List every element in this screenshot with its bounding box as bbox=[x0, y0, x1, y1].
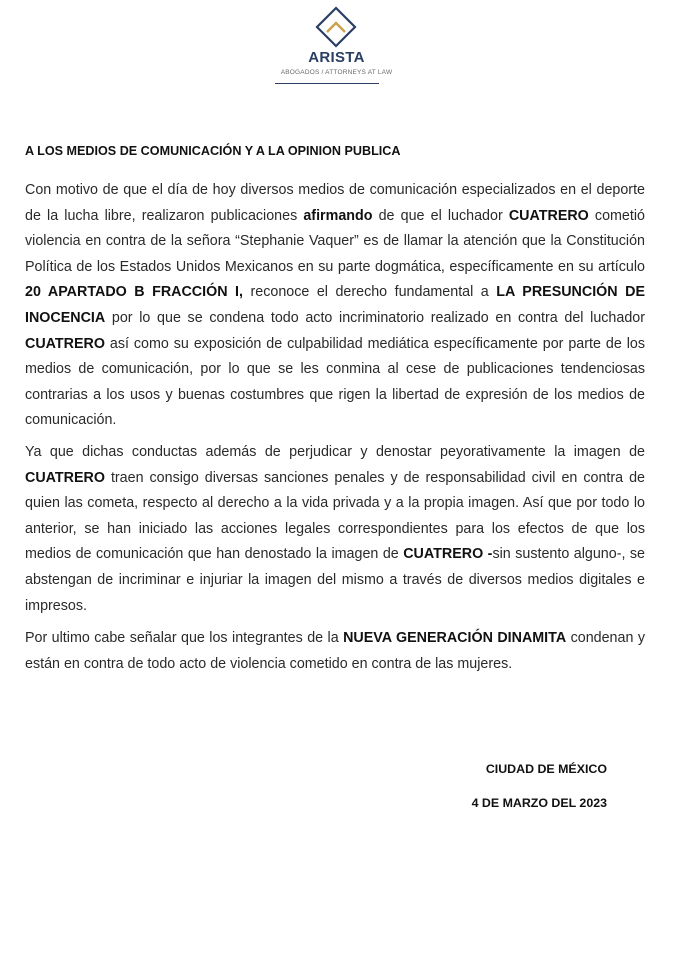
bold-text: 20 APARTADO B FRACCIÓN I, bbox=[25, 284, 243, 301]
text: cometió violencia en contra de la señora “Stephanie Vaquer” es de llamar la atención que la Constitución Política de los Estados Unidos Mexicanos en su parte dogmática, específicamente en su artículo bbox=[25, 207, 645, 275]
closing-city: CIUDAD DE MÉXICO bbox=[485, 762, 607, 776]
paragraph-3 bbox=[25, 626, 645, 677]
paragraph-1 bbox=[25, 178, 645, 434]
bold-text: CUATRERO bbox=[25, 469, 105, 486]
paragraph-2 bbox=[25, 440, 645, 619]
text: por lo que se condena todo acto incriminatorio realizado en contra del luchador bbox=[105, 309, 645, 326]
firm-tagline: ABOGADOS / ATTORNEYS AT LAW bbox=[280, 69, 393, 76]
bold-text: CUATRERO bbox=[25, 335, 105, 352]
bold-text: CUATRERO - bbox=[403, 546, 493, 563]
document-heading: A LOS MEDIOS DE COMUNICACIÓN Y A LA OPINION PUBLICA bbox=[25, 144, 401, 158]
firm-logo bbox=[0, 0, 673, 95]
text: traen consigo diversas sanciones penales y de responsabilidad civil en contra de quien las cometa, respecto al derecho a la vida privada y a la propia imagen. Así que por todo lo anterior, se han iniciado las acciones legales correspondientes para los efectos de que los medios de comunicación que han denostado la imagen de bbox=[25, 469, 645, 563]
text: Con motivo de que el día de hoy diversos medios de comunicación especializados en el deporte de la lucha libre, realizaron publicaciones bbox=[25, 182, 645, 224]
text: así como su exposición de culpabilidad mediática específicamente por parte de los medios de comunicación, por lo que se les conmina al cese de publicaciones tendenciosas contrarias a los usos y buenas costumbres que rigen la libertad de expresión de los medios de comunicación. bbox=[25, 335, 645, 429]
text: de que el luchador bbox=[372, 207, 509, 224]
text: Por ultimo cabe señalar que los integrantes de la bbox=[25, 630, 344, 646]
diamond-logo-icon bbox=[303, 6, 369, 50]
text: Ya que dichas conductas además de perjudicar y denostar peyorativamente la imagen de bbox=[25, 444, 645, 460]
bold-text: CUATRERO bbox=[508, 207, 589, 224]
text: condenan y están en contra de todo acto de violencia cometido en contra de las mujeres. bbox=[25, 630, 645, 672]
bold-text: NUEVA GENERACIÓN DINAMITA bbox=[343, 630, 567, 646]
closing-date: 4 DE MARZO DEL 2023 bbox=[471, 796, 607, 810]
text: reconoce el derecho fundamental a bbox=[243, 284, 497, 301]
logo-divider bbox=[275, 83, 379, 84]
bold-text: LA PRESUNCIÓN DE INOCENCIA bbox=[25, 284, 645, 326]
text: sin sustento alguno-, se abstengan de incriminar e injuriar la imagen del mismo a través de diversos medios digitales e impresos. bbox=[25, 546, 646, 614]
bold-text: afirmando bbox=[303, 207, 373, 224]
firm-name: ARISTA bbox=[308, 49, 365, 66]
